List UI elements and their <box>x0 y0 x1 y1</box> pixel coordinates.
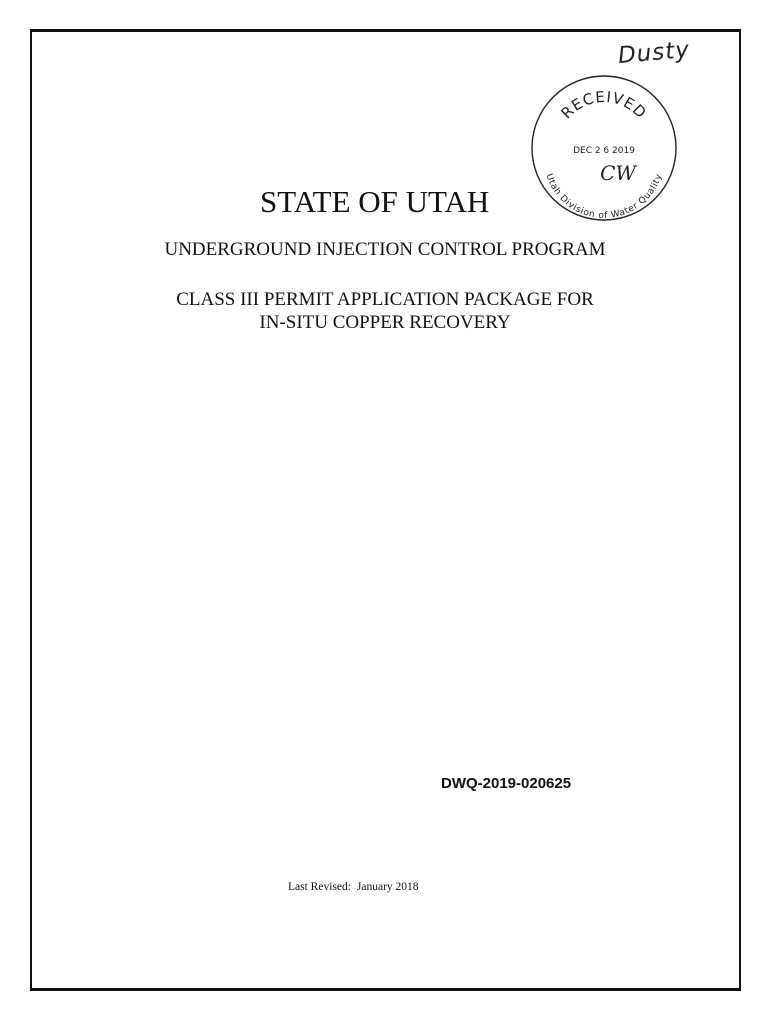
page-title: STATE OF UTAH <box>260 184 490 219</box>
stamp-initials: CW <box>600 161 636 185</box>
stamp-date: DEC 2 6 2019 <box>573 146 635 156</box>
stamp-received-text: RECEIVED <box>557 87 651 123</box>
application-heading-line2: IN-SITU COPPER RECOVERY <box>259 312 511 333</box>
program-subtitle: UNDERGROUND INJECTION CONTROL PROGRAM <box>164 239 606 260</box>
last-revised-label: Last Revised: <box>288 881 351 893</box>
handwritten-note: Dusty <box>617 36 691 70</box>
stamp-agency-text: Utah Division of Water Quality <box>543 172 665 222</box>
document-number: DWQ-2019-020625 <box>441 775 572 792</box>
last-revised-value: January 2018 <box>356 881 419 893</box>
last-revised <box>288 881 419 893</box>
received-stamp <box>528 72 680 224</box>
application-heading-line1: CLASS III PERMIT APPLICATION PACKAGE FOR <box>176 289 594 310</box>
